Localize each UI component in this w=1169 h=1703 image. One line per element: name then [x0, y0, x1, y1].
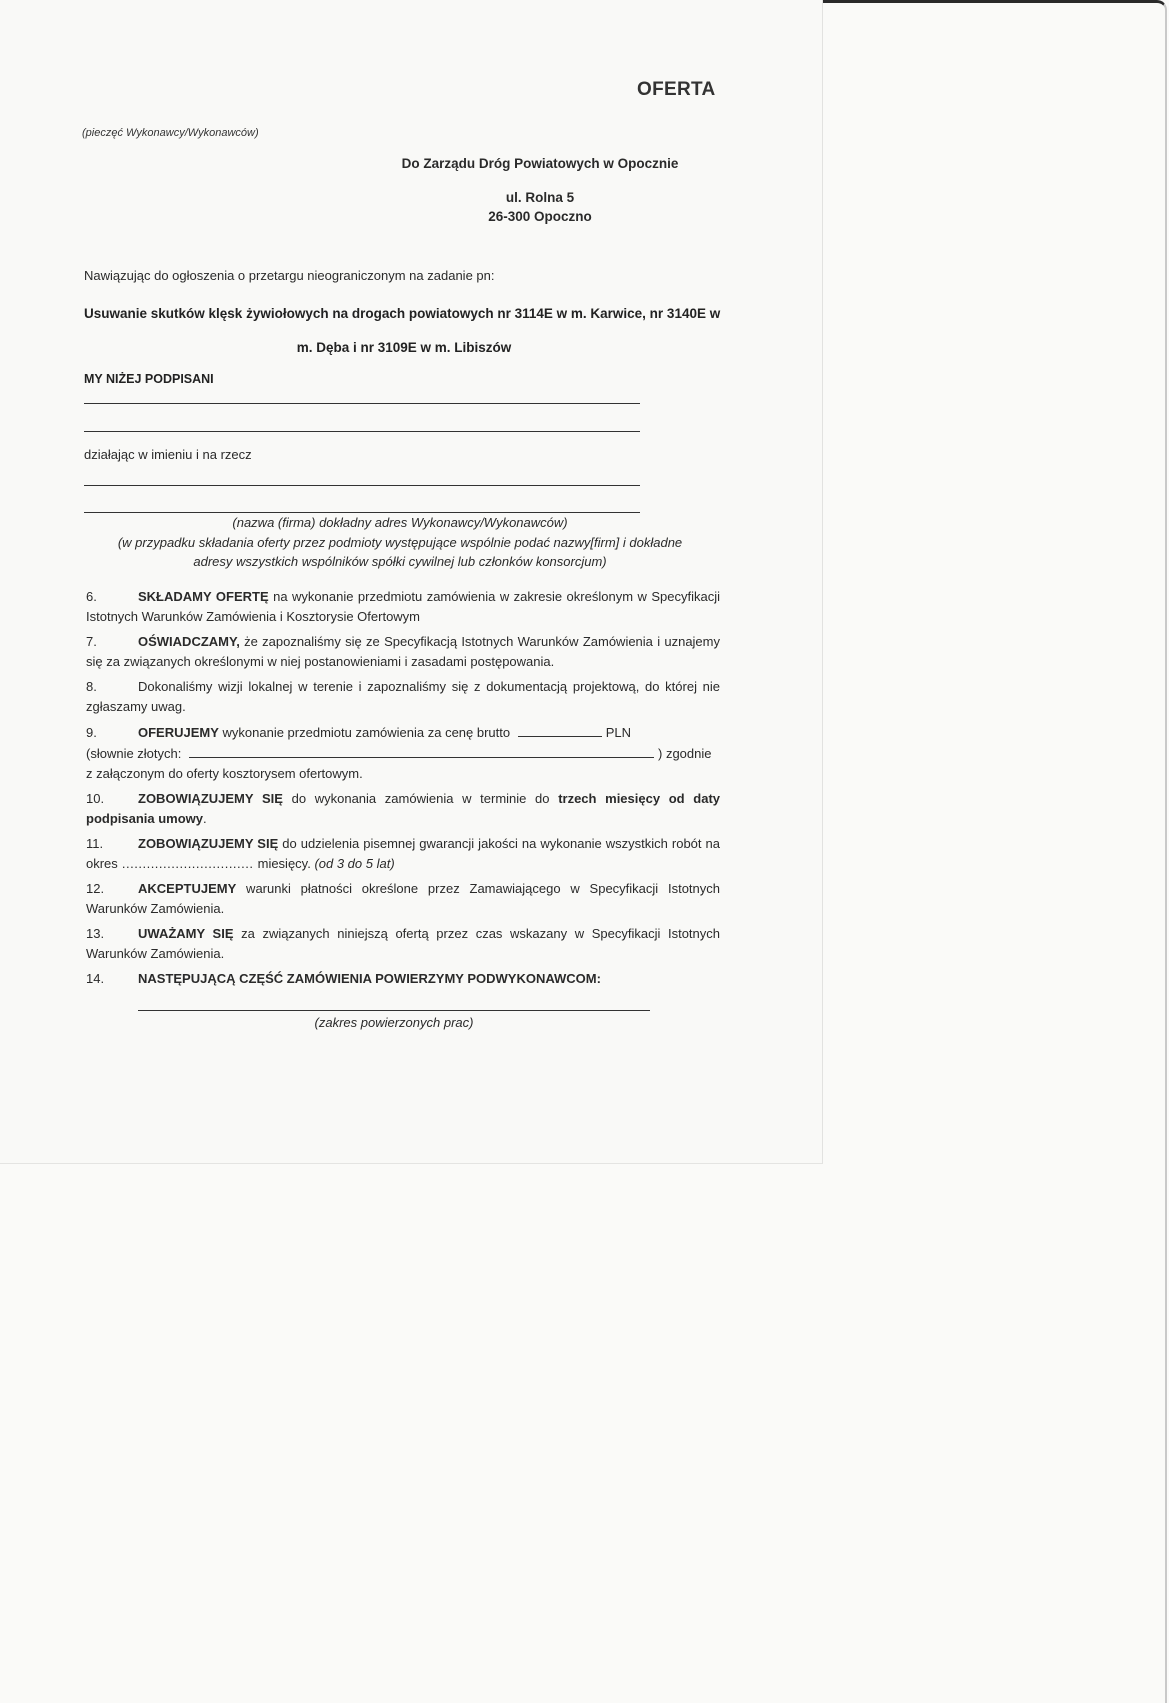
item-number: 13.: [86, 926, 105, 941]
tender-subject: [84, 297, 724, 365]
item-text: za związanych niniejszą ofertą przez czas wskazany w Specyfikacji Istotnych Warunków Zamówienia.: [86, 926, 720, 961]
item-keyword: NASTĘPUJĄCĄ CZĘŚĆ ZAMÓWIENIA POWIERZYMY PODWYKONAWCOM:: [138, 971, 601, 986]
item-keyword: ZOBOWIĄZUJEMY SIĘ: [138, 791, 283, 806]
signatories-field-line-1[interactable]: [84, 403, 640, 404]
item-keyword: SKŁADAMY OFERTĘ: [138, 589, 269, 604]
tender-subject-line-1: Usuwanie skutków klęsk żywiołowych na drogach powiatowych nr 3114E w m. Karwice, nr 3140E w: [84, 306, 721, 321]
item-number: 6.: [86, 589, 97, 604]
currency-label: PLN: [605, 725, 632, 740]
contractor-note-line-1: (nazwa (firma) dokładny adres Wykonawcy/Wykonawców): [232, 515, 568, 530]
declaration-item-14: [86, 969, 720, 989]
item-number: 14.: [86, 971, 105, 986]
item-keyword: UWAŻAMY SIĘ: [138, 926, 234, 941]
signatories-field-line-2[interactable]: [84, 431, 640, 432]
warranty-months-field[interactable]: ................................: [117, 856, 258, 871]
months-label: miesięcy.: [257, 856, 315, 871]
item-keyword: AKCEPTUJEMY: [138, 881, 237, 896]
offer-form-page: [0, 0, 823, 1164]
contractor-field-note: [80, 513, 720, 572]
contractor-note-line-2: (w przypadku składania oferty przez podmioty występujące wspólnie podać nazwy[firm] i dokładne: [117, 534, 683, 550]
item-keyword: ZOBOWIĄZUJEMY SIĘ: [138, 836, 279, 851]
declaration-item-7: [86, 632, 720, 672]
item-number: 9.: [86, 725, 97, 740]
item-keyword: OŚWIADCZAMY,: [138, 634, 240, 649]
item-text-end: ) zgodnie z załączonym do oferty kosztorysem ofertowym.: [86, 746, 712, 781]
item-number: 7.: [86, 634, 97, 649]
acting-on-behalf-label: działając w imieniu i na rzecz: [84, 447, 252, 462]
contractor-field-line-1[interactable]: [84, 485, 640, 486]
item-text: Dokonaliśmy wizji lokalnej w terenie i zapoznaliśmy się z dokumentacją projektową, do której nie zgłaszamy uwag.: [86, 679, 720, 714]
item-text: wykonanie przedmiotu zamówienia za cenę brutto: [218, 725, 511, 740]
addressee-street: ul. Rolna 5: [505, 190, 575, 205]
declaration-item-8: [86, 677, 720, 717]
declaration-item-13: [86, 924, 720, 964]
addressee-city: 26-300 Opoczno: [488, 209, 592, 224]
price-brutto-field[interactable]: [518, 722, 602, 737]
contractor-stamp-label: (pieczęć Wykonawcy/Wykonawców): [82, 127, 259, 139]
item-text: do udzielenia pisemnej gwarancji jakości na wykonanie wszystkich robót na okres: [86, 836, 720, 871]
item-keyword: OFERUJEMY: [138, 725, 219, 740]
item-text: do wykonania zamówienia w terminie do: [282, 791, 559, 806]
intro-text: Nawiązując do ogłoszenia o przetargu nieograniczonym na zadanie pn:: [84, 268, 495, 283]
subcontracted-scope-label: (zakres powierzonych prac): [314, 1015, 474, 1030]
item-number: 12.: [86, 881, 105, 896]
item-text: na wykonanie przedmiotu zamówienia w zakresie określonym w Specyfikacji Istotnych Warunków Zamówienia i Kosztorysie Ofertowym: [86, 589, 720, 624]
document-title: OFERTA: [637, 79, 716, 100]
signatories-label: MY NIŻEJ PODPISANI: [84, 372, 214, 386]
warranty-range-note: (od 3 do 5 lat): [314, 856, 395, 871]
declaration-item-10: [86, 789, 720, 829]
item-number: 10.: [86, 791, 105, 806]
declaration-item-9: [86, 722, 720, 784]
price-in-words-field[interactable]: [189, 743, 654, 758]
declaration-item-6: [86, 587, 720, 627]
price-in-words-label: (słownie złotych:: [86, 746, 182, 761]
item-number: 8.: [86, 679, 97, 694]
contractor-note-line-3: adresy wszystkich wspólników spółki cywilnej lub członków konsorcjum): [193, 554, 607, 569]
item-text-end: .: [203, 811, 207, 826]
completion-deadline: trzech miesięcy od daty podpisania umowy: [86, 791, 721, 826]
declaration-item-11: [86, 834, 720, 874]
subcontracted-scope-field[interactable]: [138, 1010, 650, 1011]
item-text: że zapoznaliśmy się ze Specyfikacją Istotnych Warunków Zamówienia i uznajemy się za związanych określonymi w niej postanowieniami i zasadami postępowania.: [86, 634, 720, 669]
tender-subject-line-2: m. Dęba i nr 3109E w m. Libiszów: [296, 340, 512, 355]
offer-declarations-list: [86, 587, 720, 994]
declaration-item-12: [86, 879, 720, 919]
addressee-name: Do Zarządu Dróg Powiatowych w Opocznie: [401, 156, 679, 171]
item-text: warunki płatności określone przez Zamawiającego w Specyfikacji Istotnych Warunków Zamówienia.: [86, 881, 720, 916]
item-number: 11.: [86, 836, 104, 851]
